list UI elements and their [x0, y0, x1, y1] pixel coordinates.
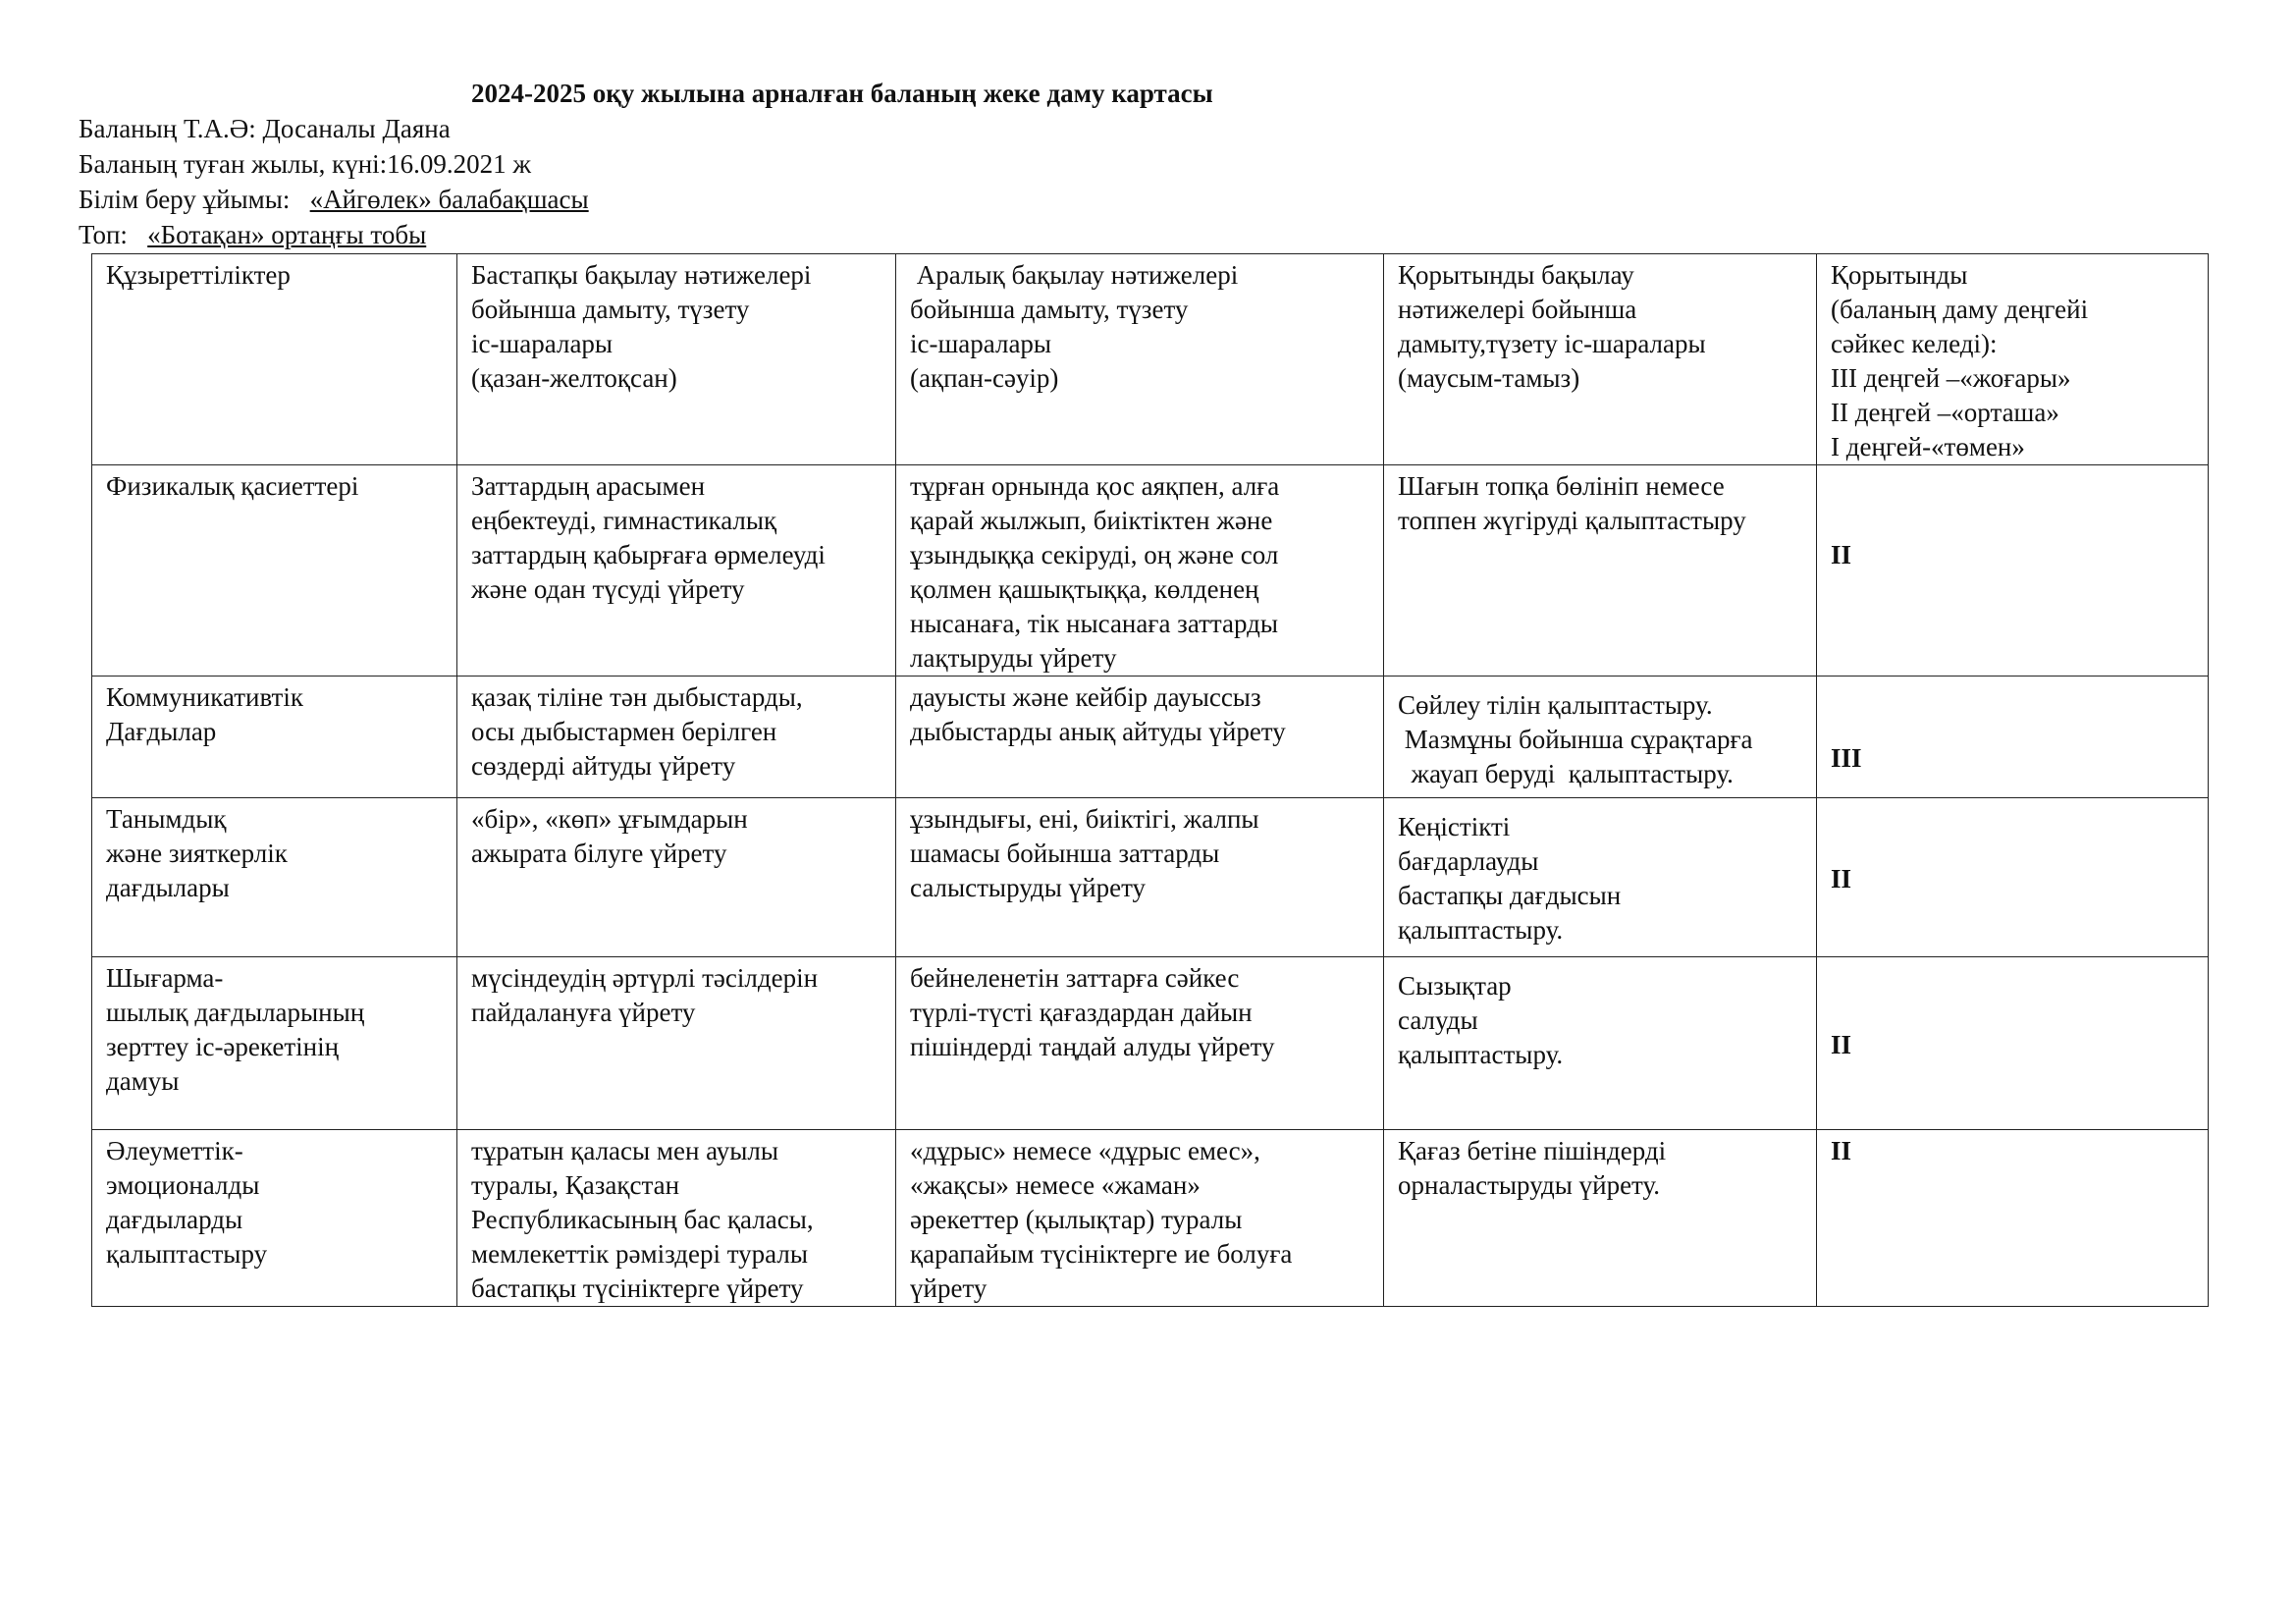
row-final: Қағаз бетіне пішіндерді орналастыруды үйрету.: [1384, 1130, 1817, 1307]
child-name-line: [79, 112, 451, 145]
group-label: Топ:: [79, 220, 148, 249]
row-competency: Коммуникативтік Дағдылар: [92, 677, 457, 798]
birth-date-label: Баланың туған жылы, күні:: [79, 149, 388, 179]
header-competencies: Құзыреттіліктер: [92, 254, 457, 465]
row-intermediate: дауысты және кейбір дауыссыз дыбыстарды анық айтуды үйрету: [896, 677, 1384, 798]
organization-value: «Айгөлек» балабақшасы: [309, 185, 589, 214]
group-value: «Ботақан» ортаңғы тобы: [147, 220, 427, 249]
row-final: Сызықтар салуды қалыптастыру.: [1384, 957, 1817, 1130]
level-value: ІІ: [1831, 1136, 1852, 1165]
row-level: [1817, 465, 2209, 677]
row-level: [1817, 957, 2209, 1130]
level-value: ІІІ: [1831, 743, 1862, 773]
row-final: Шағын топқа бөлініп немесе топпен жүгіруді қалыптастыру: [1384, 465, 1817, 677]
row-initial: Заттардың арасымен еңбектеуді, гимнастикалық заттардың қабырғаға өрмелеуді және одан түсуді үйрету: [457, 465, 896, 677]
birth-date-value: 16.09.2021 ж: [387, 149, 532, 179]
row-final: Сөйлеу тілін қалыптастыру. Мазмұны бойынша сұрақтарға жауап беруді қалыптастыру.: [1384, 677, 1817, 798]
row-level: [1817, 677, 2209, 798]
table-row: [92, 677, 2209, 798]
row-competency: Физикалық қасиеттері: [92, 465, 457, 677]
level-value: ІІ: [1831, 539, 1852, 569]
table-row: [92, 957, 2209, 1130]
row-competency: Танымдық және зияткерлік дағдылары: [92, 798, 457, 957]
header-conclusion: Қорытынды (баланың даму деңгейі сәйкес келеді): ІІІ деңгей –«жоғары» ІІ деңгей –«орташа» І деңгей-«төмен»: [1817, 254, 2209, 465]
level-value: ІІ: [1831, 864, 1852, 893]
row-intermediate: тұрған орнында қос аяқпен, алға қарай жылжып, биіктіктен және ұзындыққа секіруді, оң және сол қолмен қашықтыққа, көлденең нысанаға, тік нысанаға заттарды лақтыруды үйрету: [896, 465, 1384, 677]
row-final: Кеңістікті бағдарлауды бастапқы дағдысын қалыптастыру.: [1384, 798, 1817, 957]
birth-date-line: [79, 147, 531, 181]
header-initial-observation: Бастапқы бақылау нәтижелері бойынша дамыту, түзету іс-шаралары (қазан-желтоқсан): [457, 254, 896, 465]
row-initial: «бір», «көп» ұғымдарын ажырата білуге үйрету: [457, 798, 896, 957]
row-initial: қазақ тіліне тән дыбыстарды, осы дыбыстармен берілген сөздерді айтуды үйрету: [457, 677, 896, 798]
table-row: [92, 465, 2209, 677]
child-name-label: Баланың Т.А.Ә:: [79, 114, 263, 143]
document-title: 2024-2025 оқу жылына арналған баланың жеке даму картасы: [471, 79, 1213, 108]
row-level: [1817, 1130, 2209, 1307]
development-card-table: [91, 253, 2209, 1307]
row-intermediate: ұзындығы, ені, биіктігі, жалпы шамасы бойынша заттарды салыстыруды үйрету: [896, 798, 1384, 957]
table-header-row: [92, 254, 2209, 465]
row-competency: Әлеуметтік- эмоционалды дағдыларды қалыптастыру: [92, 1130, 457, 1307]
organization-label: Білім беру ұйымы:: [79, 185, 310, 214]
table-row: [92, 798, 2209, 957]
group-line: [79, 218, 426, 251]
header-intermediate-observation: Аралық бақылау нәтижелері бойынша дамыту, түзету іс-шаралары (ақпан-сәуір): [896, 254, 1384, 465]
row-competency: Шығарма- шылық дағдыларының зерттеу іс-әрекетінің дамуы: [92, 957, 457, 1130]
header-final-observation: Қорытынды бақылау нәтижелері бойынша дамыту,түзету іс-шаралары (маусым-тамыз): [1384, 254, 1817, 465]
row-level: [1817, 798, 2209, 957]
child-name-value: Досаналы Даяна: [262, 114, 451, 143]
table-row: [92, 1130, 2209, 1307]
row-initial: тұратын қаласы мен ауылы туралы, Қазақстан Республикасының бас қаласы, мемлекеттік рәміздері туралы бастапқы түсініктерге үйрету: [457, 1130, 896, 1307]
row-intermediate: «дұрыс» немесе «дұрыс емес», «жақсы» немесе «жаман» әрекеттер (қылықтар) туралы қарапайым түсініктерге ие болуға үйрету: [896, 1130, 1384, 1307]
row-initial: мүсіндеудің әртүрлі тәсілдерін пайдалануға үйрету: [457, 957, 896, 1130]
organization-line: [79, 183, 589, 216]
row-intermediate: бейнеленетін заттарға сәйкес түрлі-түсті қағаздардан дайын пішіндерді таңдай алуды үйрету: [896, 957, 1384, 1130]
level-value: ІІ: [1831, 1030, 1852, 1059]
